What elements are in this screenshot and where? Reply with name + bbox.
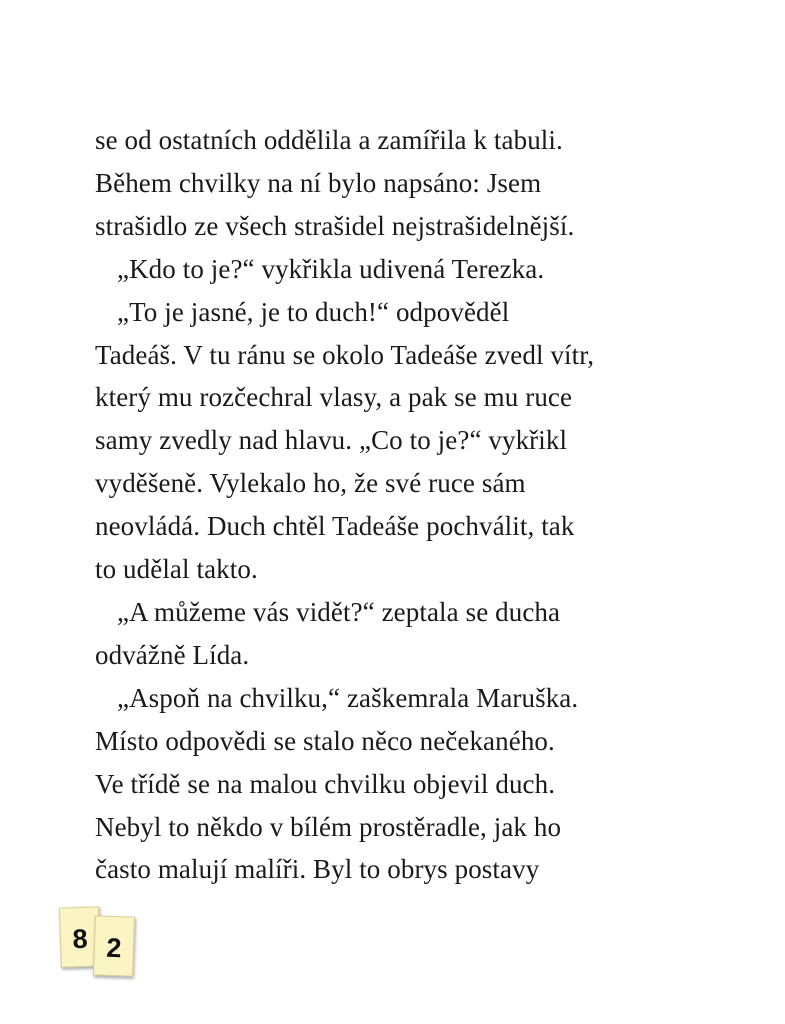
text-line-dialogue: „A můžeme vás vidět?“ zeptala se ducha	[117, 596, 561, 627]
text-line: samy zvedly nad hlavu. „Co to je?“ vykřikl	[95, 425, 568, 456]
text-line: Tadeáš. V tu ránu se okolo Tadeáše zvedl vítr,	[95, 339, 595, 370]
text-line: to udělal takto.	[95, 554, 258, 585]
text-line: se od ostatních oddělila a zamířila k tabuli.	[95, 125, 563, 155]
text-line: Místo odpovědi se stalo něco nečekaného.	[95, 725, 555, 756]
text-line-dialogue: „To je jasné, je to duch!“ odpověděl	[117, 296, 510, 327]
text-line-dialogue: „Kdo to je?“ vykřikla udivená Terezka.	[117, 253, 545, 284]
text-line: často malují malíři. Byl to obrys postavy	[95, 854, 540, 885]
text-line: vyděšeně. Vylekalo ho, že své ruce sám	[95, 468, 526, 499]
text-line: Ve třídě se na malou chvilku objevil duch.	[95, 768, 556, 799]
text-line: Během chvilky na ní bylo napsáno: Jsem	[95, 167, 542, 198]
text-line: který mu rozčechral vlasy, a pak se mu ruce	[95, 382, 573, 413]
text-line-dialogue: „Aspoň na chvilku,“ zaškemrala Maruška.	[117, 682, 579, 713]
story-text	[95, 119, 745, 891]
text-line: odvážně Lída.	[95, 639, 250, 670]
text-line: Nebyl to někdo v bílém prostěradle, jak ho	[95, 811, 562, 842]
page-number-digit: 2	[93, 915, 135, 976]
page-number-digit: 8	[59, 906, 101, 967]
text-line: neovládá. Duch chtěl Tadeáše pochválit, tak	[95, 511, 575, 542]
text-line: strašidlo ze všech strašidel nejstrašidelnější.	[95, 210, 575, 241]
page-number	[58, 906, 138, 981]
